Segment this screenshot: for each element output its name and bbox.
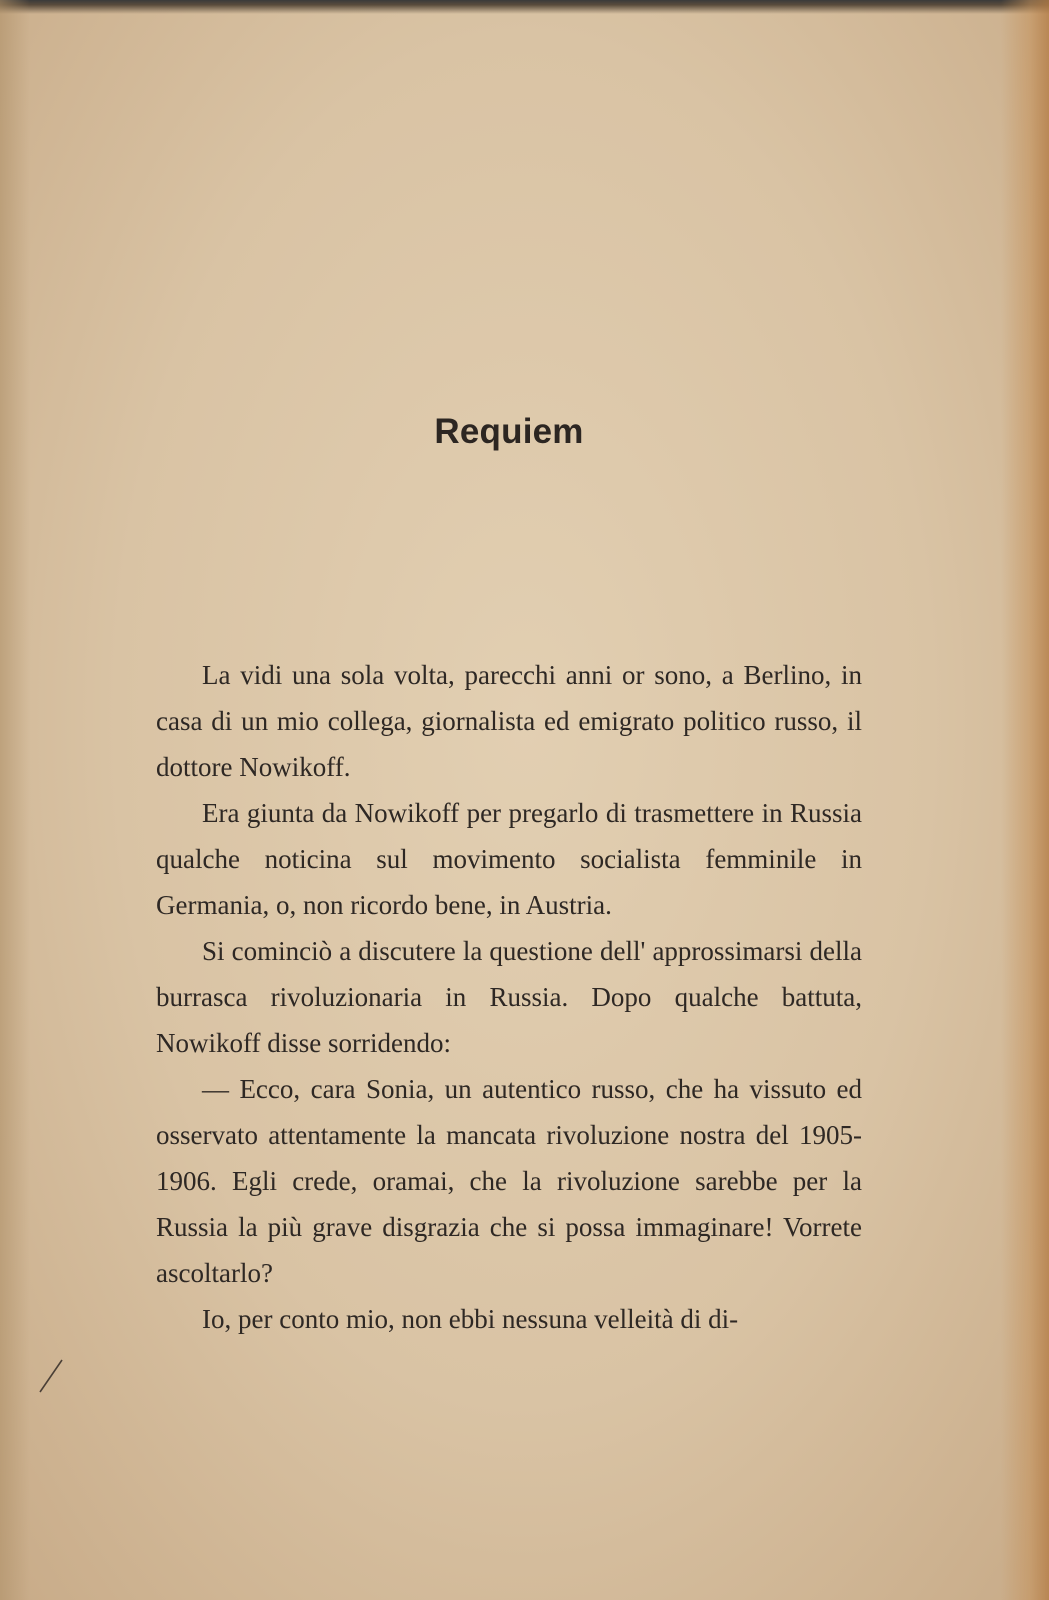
paragraph-3: Si cominciò a discutere la questione dell' approssimarsi della burrasca rivoluzionaria in Russia. Dopo qualche battuta, Nowikoff disse sorridendo:	[156, 936, 862, 1058]
page-right-edge	[1001, 0, 1049, 1600]
paragraph-1: La vidi una sola volta, parecchi anni or sono, a Berlino, in casa di un mio collega, giornalista ed emigrato politico russo, il dottore Nowikoff.	[156, 660, 862, 782]
body-text	[156, 652, 862, 1342]
page-left-edge	[0, 0, 30, 1600]
pencil-slash-mark	[36, 1356, 66, 1396]
paragraph-2: Era giunta da Nowikoff per pregarlo di trasmettere in Russia qualche noticina sul movimento socialista femminile in Germania, o, non ricordo bene, in Austria.	[156, 798, 862, 920]
paragraph-4: — Ecco, cara Sonia, un autentico russo, che ha vissuto ed osservato attentamente la mancata rivoluzione nostra del 1905-1906. Egli crede, oramai, che la rivoluzione sarebbe per la Russia la più grave disgrazia che si possa immaginare! Vorrete ascoltarlo?	[156, 1074, 862, 1288]
chapter-title: Requiem	[434, 412, 584, 451]
paragraph-5: Io, per conto mio, non ebbi nessuna velleità di di-	[202, 1304, 739, 1334]
page-top-edge	[0, 0, 1049, 14]
